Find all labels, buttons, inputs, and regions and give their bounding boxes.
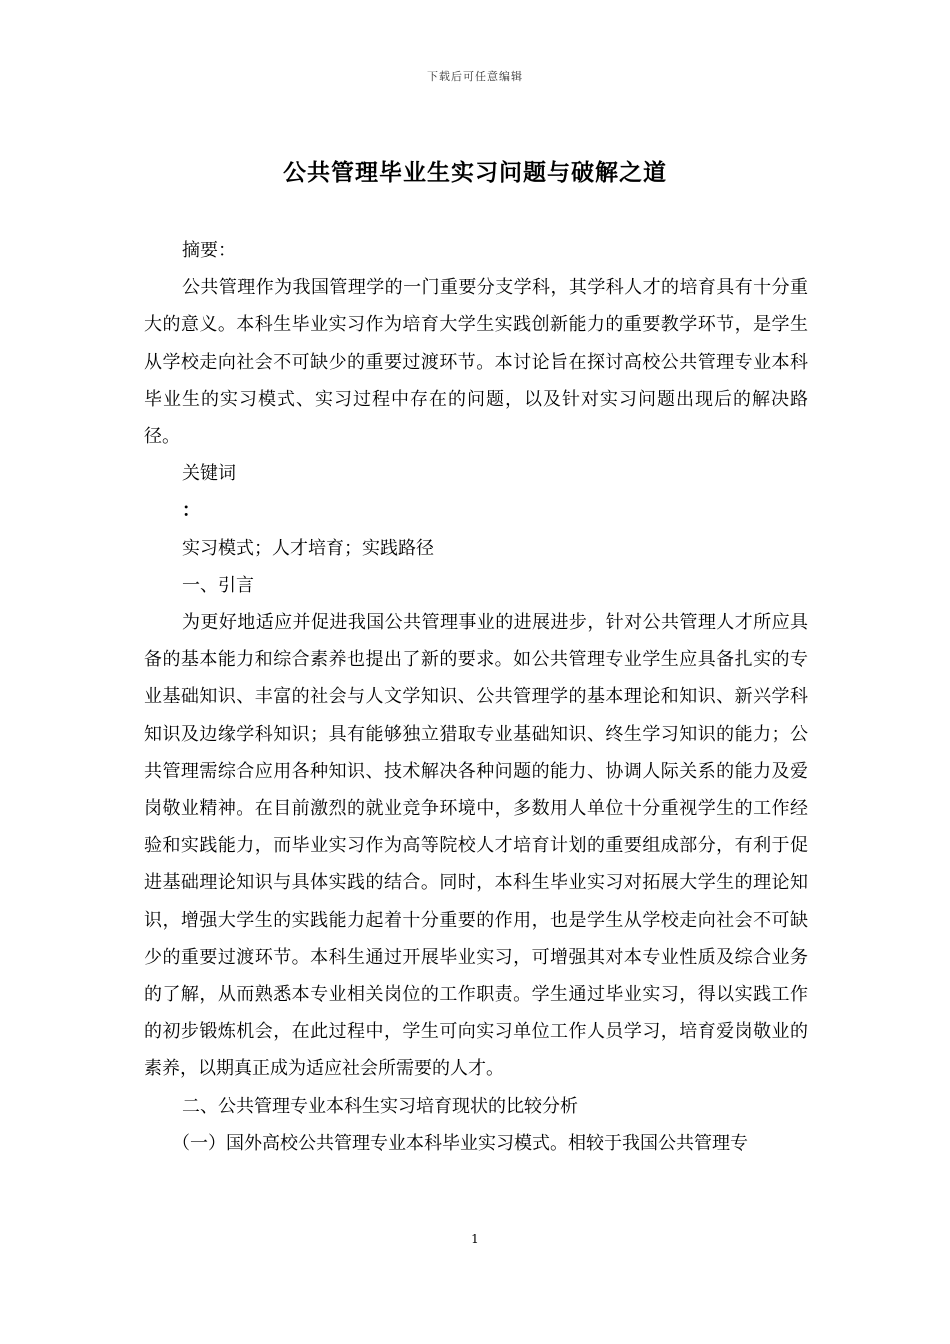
header-note: 下载后可任意编辑	[427, 70, 523, 83]
subsection-paragraph: （一）国外高校公共管理专业本科毕业实习模式。相较于我国公共管理专	[172, 1132, 748, 1154]
section-heading-introduction: 一、引言	[182, 574, 254, 596]
page-number: 1	[471, 1232, 479, 1246]
document-title: 公共管理毕业生实习问题与破解之道	[283, 159, 667, 186]
abstract-heading: 摘要：	[182, 240, 236, 261]
introduction-paragraph: 为更好地适应并促进我国公共管理事业的进展进步，针对公共管理人才所应具备的基本能力和综合素养也提出了新的要求。如公共管理专业学生应具备扎实的专业基础知识、丰富的社会与人文学知识、公共管理学的基本理论和知识、新兴学科知识及边缘学科知识；具有能够独立猎取专业基础知识、终生学习知识的能力；公共管理需综合应用各种知识、技术解决各种问题的能力、协调人际关系的能力及爱岗敬业精神。在目前激烈的就业竞争环境中，多数用人单位十分重视学生的工作经验和实践能力，而毕业实习作为高等院校人才培育计划的重要组成部分，有利于促进基础理论知识与具体实践的结合。同时，本科生毕业实习对拓展大学生的理论知识，增强大学生的实践能力起着十分重要的作用，也是学生从学校走向社会不可缺少的重要过渡环节。本科生通过开展毕业实习，可增强其对本专业性质及综合业务的了解，从而熟悉本专业相关岗位的工作职责。学生通过毕业实习，得以实践工作的初步锻炼机会，在此过程中，学生可向实习单位工作人员学习，培育爱岗敬业的素养，以期真正成为适应社会所需要的人才。	[144, 612, 808, 1080]
keywords-label: 关键词	[182, 463, 236, 485]
abstract-paragraph: 公共管理作为我国管理学的一门重要分支学科，其学科人才的培育具有十分重大的意义。本科生毕业实习作为培育大学生实践创新能力的重要教学环节，是学生从学校走向社会不可缺少的重要过渡环节。本讨论旨在探讨高校公共管理专业本科毕业生的实习模式、实习过程中存在的问题，以及针对实习问题出现后的解决路径。	[144, 277, 808, 448]
keywords-list: 实习模式；人才培育；实践路径	[182, 537, 434, 559]
keywords-colon: ：	[182, 500, 200, 522]
section-heading-comparison: 二、公共管理专业本科生实习培育现状的比较分析	[182, 1095, 578, 1117]
document-body	[144, 232, 808, 1162]
